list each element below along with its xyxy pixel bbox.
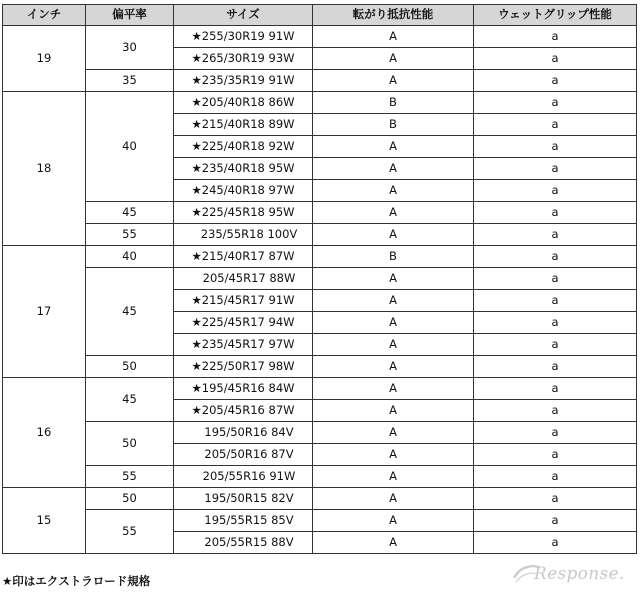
response-watermark [512, 562, 632, 586]
size-cell: 205/55R16 91W [174, 466, 313, 488]
size-cell: 195/50R16 84V [174, 422, 313, 444]
aspect-ratio-cell: 45 [86, 268, 174, 356]
rolling-resistance-cell: A [313, 180, 474, 202]
rolling-resistance-cell: A [313, 422, 474, 444]
wet-grip-cell: a [474, 290, 637, 312]
inch-cell: 15 [3, 488, 86, 554]
wet-grip-cell: a [474, 510, 637, 532]
wet-grip-cell: a [474, 246, 637, 268]
aspect-ratio-cell: 50 [86, 488, 174, 510]
rolling-resistance-cell: A [313, 158, 474, 180]
watermark-text: Response. [534, 564, 625, 584]
rolling-resistance-cell: A [313, 48, 474, 70]
wet-grip-cell: a [474, 422, 637, 444]
rolling-resistance-cell: B [313, 114, 474, 136]
wet-grip-cell: a [474, 92, 637, 114]
size-cell: ★225/50R17 98W [174, 356, 313, 378]
table-row [3, 422, 637, 444]
size-cell: 195/50R15 82V [174, 488, 313, 510]
size-cell: 205/50R16 87V [174, 444, 313, 466]
wet-grip-cell: a [474, 158, 637, 180]
size-cell: ★255/30R19 91W [174, 26, 313, 48]
header-aspect-ratio: 偏平率 [86, 5, 174, 26]
aspect-ratio-cell: 55 [86, 224, 174, 246]
aspect-ratio-cell: 45 [86, 378, 174, 422]
aspect-ratio-cell: 50 [86, 422, 174, 466]
table-body [3, 26, 637, 554]
wet-grip-cell: a [474, 224, 637, 246]
rolling-resistance-cell: A [313, 488, 474, 510]
rolling-resistance-cell: A [313, 26, 474, 48]
aspect-ratio-cell: 45 [86, 202, 174, 224]
header-wet-grip: ウェットグリップ性能 [474, 5, 637, 26]
rolling-resistance-cell: A [313, 532, 474, 554]
rolling-resistance-cell: A [313, 136, 474, 158]
table-row [3, 202, 637, 224]
rolling-resistance-cell: A [313, 466, 474, 488]
wet-grip-cell: a [474, 488, 637, 510]
wet-grip-cell: a [474, 312, 637, 334]
wet-grip-cell: a [474, 202, 637, 224]
size-cell: ★235/40R18 95W [174, 158, 313, 180]
header-rolling-resistance: 転がり抵抗性能 [313, 5, 474, 26]
wet-grip-cell: a [474, 48, 637, 70]
aspect-ratio-cell: 55 [86, 466, 174, 488]
table-row [3, 224, 637, 246]
table-row [3, 356, 637, 378]
aspect-ratio-cell: 50 [86, 356, 174, 378]
table-row [3, 268, 637, 290]
wet-grip-cell: a [474, 444, 637, 466]
size-cell: ★225/45R18 95W [174, 202, 313, 224]
rolling-resistance-cell: B [313, 92, 474, 114]
table-row [3, 92, 637, 114]
inch-cell: 19 [3, 26, 86, 92]
rolling-resistance-cell: A [313, 70, 474, 92]
aspect-ratio-cell: 30 [86, 26, 174, 70]
rolling-resistance-cell: A [313, 444, 474, 466]
rolling-resistance-cell: A [313, 334, 474, 356]
aspect-ratio-cell: 40 [86, 246, 174, 268]
size-cell: 195/55R15 85V [174, 510, 313, 532]
rolling-resistance-cell: A [313, 290, 474, 312]
size-cell: ★195/45R16 84W [174, 378, 313, 400]
aspect-ratio-cell: 40 [86, 92, 174, 202]
tire-size-table [2, 4, 637, 554]
size-cell: ★235/45R17 97W [174, 334, 313, 356]
table-row [3, 510, 637, 532]
size-cell: ★245/40R18 97W [174, 180, 313, 202]
size-cell: ★215/40R18 89W [174, 114, 313, 136]
size-cell: ★265/30R19 93W [174, 48, 313, 70]
size-cell: ★235/35R19 91W [174, 70, 313, 92]
header-size: サイズ [174, 5, 313, 26]
wet-grip-cell: a [474, 136, 637, 158]
size-cell: ★215/40R17 87W [174, 246, 313, 268]
rolling-resistance-cell: A [313, 312, 474, 334]
size-cell: ★225/40R18 92W [174, 136, 313, 158]
table-row [3, 26, 637, 48]
rolling-resistance-cell: A [313, 224, 474, 246]
wet-grip-cell: a [474, 356, 637, 378]
rolling-resistance-cell: A [313, 356, 474, 378]
size-cell: 205/45R17 88W [174, 268, 313, 290]
size-cell: 205/55R15 88V [174, 532, 313, 554]
wet-grip-cell: a [474, 180, 637, 202]
wet-grip-cell: a [474, 378, 637, 400]
table-header-row [3, 5, 637, 26]
wet-grip-cell: a [474, 466, 637, 488]
rolling-resistance-cell: B [313, 246, 474, 268]
size-cell: ★205/45R16 87W [174, 400, 313, 422]
aspect-ratio-cell: 55 [86, 510, 174, 554]
wet-grip-cell: a [474, 268, 637, 290]
wet-grip-cell: a [474, 532, 637, 554]
wet-grip-cell: a [474, 400, 637, 422]
aspect-ratio-cell: 35 [86, 70, 174, 92]
table-row [3, 70, 637, 92]
table-row [3, 488, 637, 510]
rolling-resistance-cell: A [313, 400, 474, 422]
wet-grip-cell: a [474, 26, 637, 48]
table-row [3, 378, 637, 400]
rolling-resistance-cell: A [313, 378, 474, 400]
size-cell: ★215/45R17 91W [174, 290, 313, 312]
size-cell: ★205/40R18 86W [174, 92, 313, 114]
inch-cell: 18 [3, 92, 86, 246]
wet-grip-cell: a [474, 70, 637, 92]
wet-grip-cell: a [474, 334, 637, 356]
table-row [3, 466, 637, 488]
rolling-resistance-cell: A [313, 202, 474, 224]
inch-cell: 16 [3, 378, 86, 488]
table-row [3, 246, 637, 268]
rolling-resistance-cell: A [313, 510, 474, 532]
size-cell: 235/55R18 100V [174, 224, 313, 246]
footnote: ★印はエクストラロード規格 [2, 574, 151, 588]
inch-cell: 17 [3, 246, 86, 378]
size-cell: ★225/45R17 94W [174, 312, 313, 334]
header-inch: インチ [3, 5, 86, 26]
rolling-resistance-cell: A [313, 268, 474, 290]
wet-grip-cell: a [474, 114, 637, 136]
